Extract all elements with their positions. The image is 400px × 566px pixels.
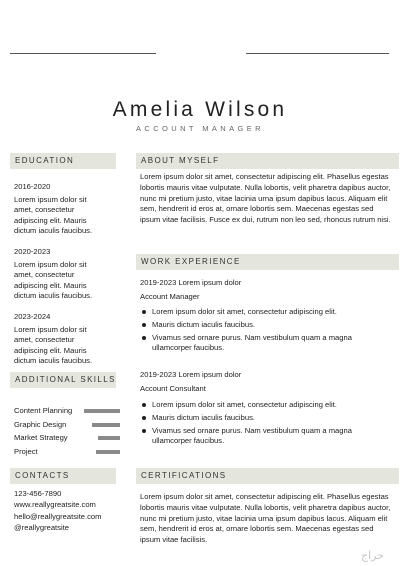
- skill-label: Content Planning: [14, 406, 73, 415]
- job-title: Account Manager: [140, 292, 200, 301]
- resume-role: ACCOUNT MANAGER: [136, 124, 264, 133]
- bullet-dot: [142, 336, 146, 340]
- skill-item: [14, 404, 124, 418]
- watermark: حراج: [360, 549, 384, 562]
- skill-level-bar: [96, 450, 120, 454]
- skills-list: [14, 404, 124, 458]
- education-entry: [14, 182, 104, 237]
- skill-item: [14, 418, 124, 432]
- about-text: Lorem ipsum dolor sit amet, consectetur adipiscing elit. Phasellus egestas lobortis mauris vitae vulputate. Nulla lobortis, velit pharetra dapibus auctor, nunc mi pretium justo, vitae lacinia urna ipsum dapibus lacus. Aliquam elit sem, hendrerit id eros at, ornare lobortis sem. Maecenas egestas sed ipsum vitae facilisis. Fusce ex dui, rutrum non leo sed, rhoncus rutrum nisi.: [140, 172, 391, 225]
- bullet-dot: [142, 323, 146, 327]
- bullet-dot: [142, 310, 146, 314]
- job-title: Account Consultant: [140, 384, 206, 393]
- bullet-text: Vivamus sed ornare purus. Nam vestibulum quam a magna ullamcorper faucibus.: [152, 332, 352, 353]
- top-divider-right: [246, 53, 389, 54]
- education-years: 2020-2023: [14, 247, 51, 256]
- bullet-item: [140, 320, 392, 331]
- contacts-list: [14, 488, 101, 533]
- skill-label: Project: [14, 446, 38, 456]
- bullet-text: Lorem ipsum dolor sit amet, consectetur adipiscing elit.: [152, 307, 337, 316]
- education-heading: EDUCATION: [10, 153, 116, 169]
- job-bullets: [140, 307, 392, 356]
- contact-website: www.reallygreatsite.com: [14, 500, 96, 510]
- skill-item: [14, 445, 124, 459]
- bullet-item: [140, 307, 392, 318]
- contact-handle: @reallygreatsite: [14, 522, 69, 532]
- top-divider-left: [10, 53, 156, 54]
- bullet-text: Mauris dictum iaculis faucibus.: [152, 319, 255, 329]
- education-text: Lorem ipsum dolor sit amet, consectetur adipiscing elit. Mauris dictum iaculis faucibus.: [14, 259, 93, 301]
- education-entry: [14, 312, 104, 367]
- bullet-text: Lorem ipsum dolor sit amet, consectetur adipiscing elit.: [152, 400, 337, 409]
- education-entry: [14, 247, 104, 302]
- education-text: Lorem ipsum dolor sit amet, consectetur adipiscing elit. Mauris dictum iaculis faucibus.: [14, 324, 93, 366]
- about-heading: ABOUT MYSELF: [136, 153, 399, 169]
- contact-email: hello@reallygreatsite.com: [14, 511, 102, 521]
- certifications-text: Lorem ipsum dolor sit amet, consectetur adipiscing elit. Phasellus egestas lobortis mauris vitae vulputate. Nulla lobortis, velit pharetra dapibus auctor, nunc mi pretium justo, vitae lacinia urna ipsum dapibus lacus. Aliquam elit sem, hendrerit id eros at, ornare lobortis sem. Maecenas egestas sed ipsum vitae facilisis.: [140, 492, 391, 545]
- skill-item: [14, 431, 124, 445]
- bullet-item: [140, 400, 392, 411]
- job-period: 2019-2023 Lorem ipsum dolor: [140, 278, 242, 287]
- bullet-item: [140, 426, 392, 448]
- additional-skills-heading: ADDITIONAL SKILLS: [10, 372, 116, 388]
- education-years: 2016-2020: [14, 182, 51, 191]
- bullet-item: [140, 413, 392, 424]
- skill-level-bar: [98, 436, 120, 440]
- bullet-dot: [142, 416, 146, 420]
- skill-label: Graphic Design: [14, 419, 67, 429]
- job-period: 2019-2023 Lorem ipsum dolor: [140, 370, 242, 379]
- contacts-heading: CONTACTS: [10, 468, 116, 484]
- bullet-text: Mauris dictum iaculis faucibus.: [152, 412, 255, 422]
- job-bullets: [140, 400, 392, 449]
- skill-level-bar: [92, 423, 120, 427]
- bullet-dot: [142, 429, 146, 433]
- bullet-dot: [142, 403, 146, 407]
- education-years: 2023-2024: [14, 312, 51, 321]
- experience-heading: WORK EXPERIENCE: [136, 254, 399, 270]
- certifications-heading: CERTIFICATIONS: [136, 468, 399, 484]
- education-text: Lorem ipsum dolor sit amet, consectetur adipiscing elit. Mauris dictum iaculis faucibus.: [14, 194, 93, 236]
- skill-label: Market Strategy: [14, 433, 68, 442]
- contact-phone: 123-456-7890: [14, 489, 62, 498]
- bullet-text: Vivamus sed ornare purus. Nam vestibulum quam a magna ullamcorper faucibus.: [152, 425, 352, 446]
- resume-name: Amelia Wilson: [112, 98, 288, 121]
- bullet-item: [140, 333, 392, 355]
- skill-level-bar: [84, 409, 120, 413]
